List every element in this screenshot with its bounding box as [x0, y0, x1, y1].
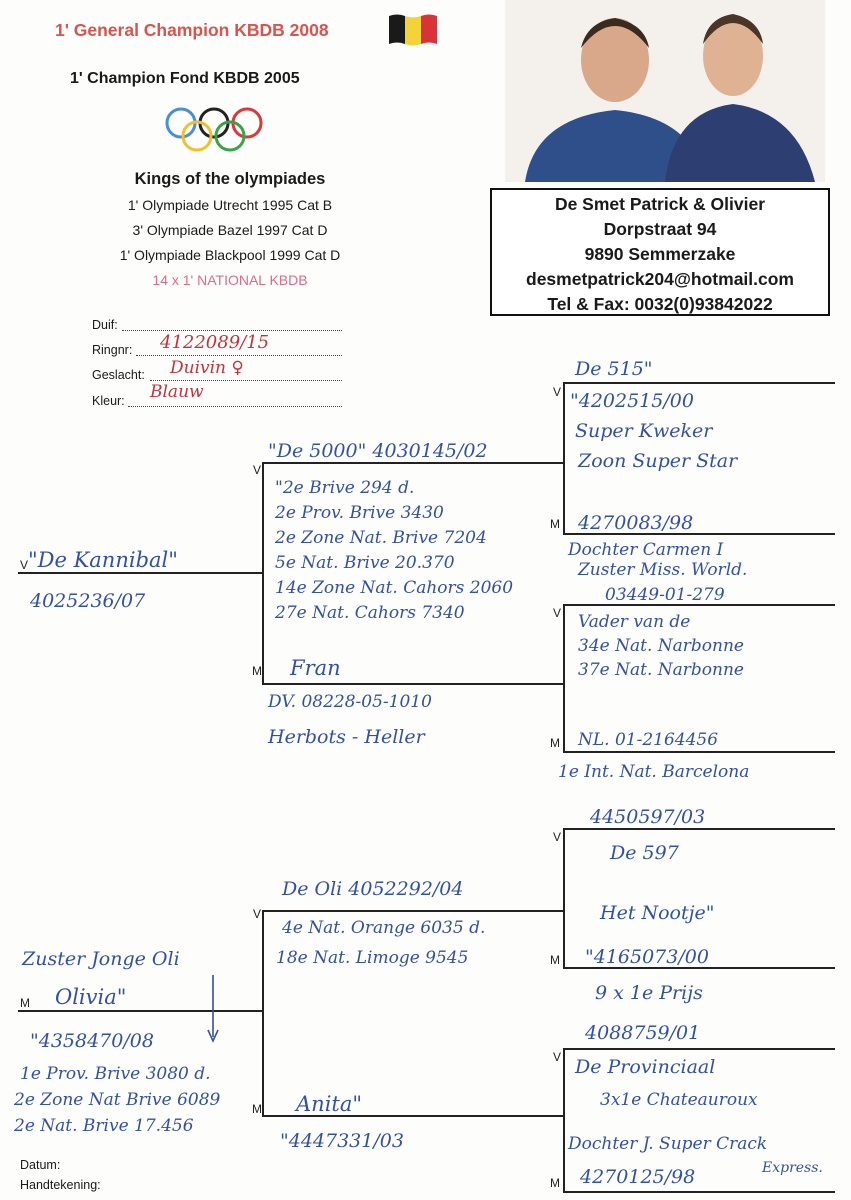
m-marker: M — [20, 996, 30, 1010]
sire-note: 5e Nat. Brive 20.370 — [275, 553, 455, 573]
geslacht-value: Duivin ♀ — [170, 358, 244, 378]
kings-heading: Kings of the olympiades — [134, 170, 326, 188]
contact-box — [490, 188, 830, 316]
bottom-dam-ring: "4447331/03 — [280, 1130, 404, 1152]
belgian-flag-icon — [387, 12, 439, 46]
bottom-sire-sire-name: De 597 — [610, 842, 679, 864]
bottom-dam-dam-note: Dochter J. Super Crack — [568, 1134, 768, 1154]
sire-sire-note: Zoon Super Star — [578, 450, 738, 472]
dam-sire-note: Vader van de — [578, 612, 691, 632]
owner-name: De Smet Patrick & Olivier — [554, 194, 766, 214]
dam-dam-note: 1e Int. Nat. Barcelona — [558, 762, 750, 782]
bottom-sire-sire-ring: 4450597/03 — [590, 806, 706, 828]
datum-label: Datum: — [20, 1158, 61, 1172]
v-marker: V — [553, 606, 562, 620]
bracket-line — [563, 751, 835, 753]
bottom-sire-title: De Oli 4052292/04 — [282, 878, 464, 900]
dam-ring: DV. 08228-05-1010 — [268, 692, 432, 712]
sire-note: 2e Prov. Brive 3430 — [275, 503, 444, 523]
m-marker: M — [252, 1102, 262, 1116]
dam-notes: Herbots - Heller — [268, 726, 425, 748]
bottom-subject-note: 1e Prov. Brive 3080 d. — [20, 1064, 211, 1084]
national-wins: 14 x 1' NATIONAL KBDB — [152, 272, 308, 288]
dam-sire-note: 37e Nat. Narbonne — [578, 660, 744, 680]
sire-sire-name: De 515" — [575, 358, 653, 380]
olympic-rings-icon — [163, 105, 265, 153]
olympiade-line: 1' Olympiade Blackpool 1999 Cat D — [119, 247, 341, 263]
owner-phone: Tel & Fax: 0032(0)93842022 — [547, 294, 773, 314]
owners-photo — [505, 0, 825, 182]
v-marker: V — [20, 558, 29, 572]
bracket-line — [563, 828, 565, 968]
sire-sire-note: Super Kweker — [575, 420, 713, 442]
bracket-line — [563, 1048, 835, 1050]
bracket-line — [563, 382, 835, 384]
v-marker: V — [553, 385, 562, 399]
subject-ring: 4025236/07 — [30, 590, 146, 612]
bracket-line — [563, 604, 565, 752]
bottom-dam-sire-name: De Provinciaal — [575, 1056, 716, 1078]
general-champion-title: 1' General Champion KBDB 2008 — [55, 20, 329, 40]
m-marker: M — [550, 517, 560, 531]
dam-dam-ring: NL. 01-2164456 — [578, 730, 719, 750]
olympiade-line: 1' Olympiade Utrecht 1995 Cat B — [127, 197, 333, 213]
ringnr-value: 4122089/15 — [160, 332, 270, 353]
ringnr-label: Ringnr: — [92, 343, 133, 357]
bracket-line — [262, 910, 564, 912]
bottom-subject-name: Olivia" — [55, 985, 127, 1009]
owner-city: 9890 Semmerzake — [584, 244, 736, 264]
down-arrow-icon — [206, 975, 220, 1045]
bottom-sire-note: 18e Nat. Limoge 9545 — [276, 948, 469, 968]
ringnr-field[interactable] — [136, 355, 342, 356]
bottom-dam-name: Anita" — [296, 1092, 363, 1116]
geslacht-field[interactable] — [150, 380, 342, 381]
sire-sire-ring: "4202515/00 — [570, 390, 694, 412]
dam-sire-note: 34e Nat. Narbonne — [578, 636, 744, 656]
bracket-line — [18, 1010, 262, 1012]
sire-title: "De 5000" 4030145/02 — [268, 440, 488, 462]
bracket-line — [262, 462, 264, 684]
bottom-sire-dam-note: 9 x 1e Prijs — [595, 982, 703, 1004]
bracket-line — [262, 910, 264, 1116]
bottom-dam-sire-note: 3x1e Chateauroux — [600, 1090, 758, 1110]
olympiade-line: 3' Olympiade Bazel 1997 Cat D — [132, 222, 328, 238]
owner-email: desmetpatrick204@hotmail.com — [526, 269, 794, 289]
v-marker: V — [553, 1050, 562, 1064]
bracket-line — [262, 462, 564, 464]
bracket-line — [563, 1048, 565, 1192]
m-marker: M — [550, 736, 560, 750]
dam-sire-ring: 03449-01-279 — [605, 585, 725, 605]
bottom-sire-dam-name: Het Nootje" — [600, 902, 715, 924]
bottom-subject-note: 2e Zone Nat Brive 6089 — [14, 1090, 221, 1110]
sire-note: "2e Brive 294 d. — [275, 478, 415, 498]
champion-fond-title: 1' Champion Fond KBDB 2005 — [70, 70, 300, 87]
sire-note: 27e Nat. Cahors 7340 — [275, 603, 465, 623]
m-marker: M — [252, 664, 262, 678]
v-marker: V — [253, 907, 262, 921]
bottom-sire-note: 4e Nat. Orange 6035 d. — [282, 918, 486, 938]
m-marker: M — [550, 953, 560, 967]
bottom-dam-sire-ring: 4088759/01 — [585, 1022, 701, 1044]
kleur-value: Blauw — [150, 382, 204, 402]
bracket-line — [563, 828, 835, 830]
kleur-field[interactable] — [128, 406, 342, 407]
bracket-line — [18, 572, 262, 574]
duif-label: Duif: — [92, 318, 118, 332]
sire-note: 14e Zone Nat. Cahors 2060 — [275, 578, 514, 598]
bottom-dam-dam-ring: 4270125/98 — [580, 1166, 696, 1188]
sire-dam-note: Dochter Carmen I — [568, 540, 724, 560]
bottom-sire-dam-ring: "4165073/00 — [585, 946, 709, 968]
sire-dam-note: Zuster Miss. World. — [578, 560, 748, 580]
bracket-line — [262, 683, 564, 685]
bottom-subject-note: Zuster Jonge Oli — [22, 948, 180, 970]
sire-note: 2e Zone Nat. Brive 7204 — [275, 528, 487, 548]
sire-dam-ring: 4270083/98 — [578, 512, 694, 534]
bracket-line — [563, 1191, 835, 1193]
v-marker: V — [553, 830, 562, 844]
bracket-line — [563, 382, 565, 534]
bottom-subject-ring: "4358470/08 — [30, 1030, 154, 1052]
dam-name: Fran — [290, 656, 341, 680]
v-marker: V — [253, 463, 262, 477]
bottom-dam-dam-extra: Express. — [762, 1160, 823, 1176]
bottom-subject-note: 2e Nat. Brive 17.456 — [14, 1116, 194, 1136]
owner-street: Dorpstraat 94 — [603, 219, 717, 239]
m-marker: M — [550, 1176, 560, 1190]
kleur-label: Kleur: — [92, 394, 125, 408]
subject-name: "De Kannibal" — [28, 548, 178, 572]
duif-field[interactable] — [122, 330, 342, 331]
handtekening-label: Handtekening: — [20, 1178, 101, 1192]
geslacht-label: Geslacht: — [92, 368, 145, 382]
